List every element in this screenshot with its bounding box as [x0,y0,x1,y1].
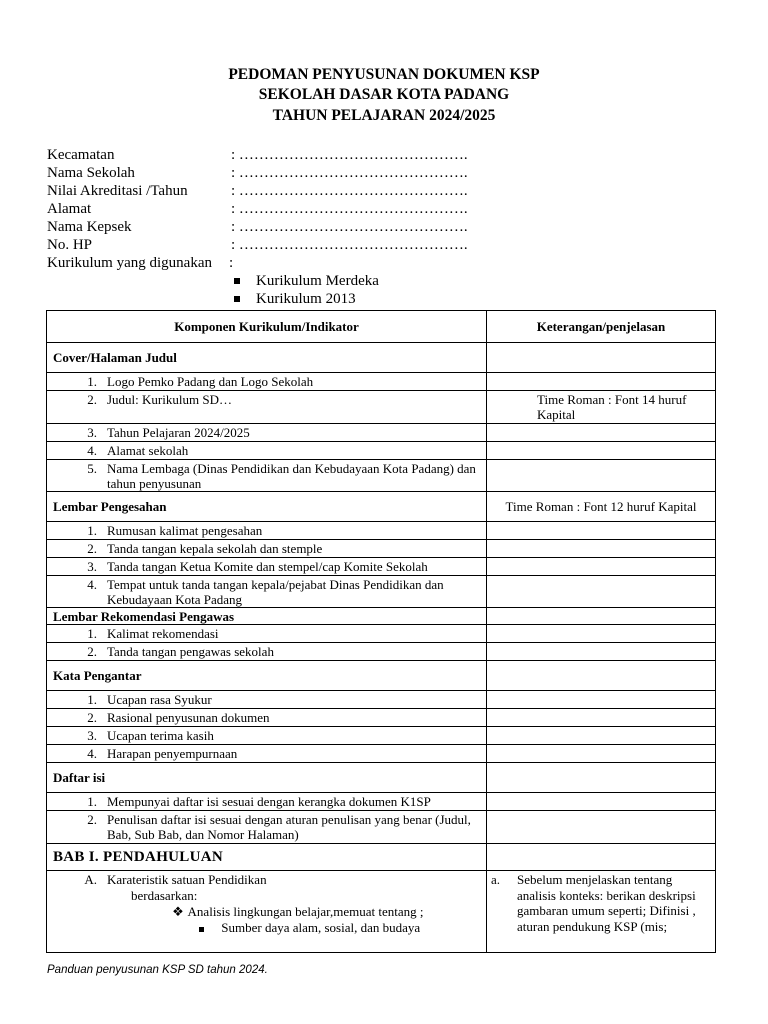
item-number: 1. [87,794,97,809]
section-row-pengesahan [47,492,716,522]
info-label-akreditasi: Nilai Akreditasi /Tahun [47,183,188,199]
note-analisis [487,871,715,934]
col-header-keterangan: Keterangan/penjelasan [487,311,716,343]
item-number: 2. [87,812,97,827]
table-row [47,391,716,424]
item-text-cont: berdasarkan: [131,888,198,903]
item-text: Rumusan kalimat pengesahan [107,523,263,538]
item-number: 2. [87,644,97,659]
item-text: Ucapan rasa Syukur [107,692,212,707]
curriculum-option-2013: Kurikulum 2013 [256,291,356,307]
section-row-bab-1 [47,844,716,871]
table-row [47,522,716,540]
info-label-kecamatan: Kecamatan [47,147,115,163]
item-text: Tanda tangan Ketua Komite dan stempel/cap Komite Sekolah [107,559,428,574]
item-text: Harapan penyempurnaan [107,746,238,761]
table-row [47,793,716,811]
info-value-hp: : ………………………………………. [231,237,468,253]
info-label-kurikulum: Kurikulum yang digunakan [47,255,212,271]
info-value-kurikulum: : [229,255,234,271]
table-row [47,709,716,727]
info-value-kepsek: : ………………………………………. [231,219,468,235]
section-title-cover: Cover/Halaman Judul [47,343,487,373]
info-label-nama-sekolah: Nama Sekolah [47,165,135,181]
table-row [47,442,716,460]
table-row [47,540,716,558]
item-number: 1. [87,626,97,641]
note-font-12: Time Roman : Font 12 huruf Kapital [487,492,716,522]
doc-title-line-3: TAHUN PELAJARAN 2024/2025 [272,107,496,124]
sub-sub-item-text: Sumber daya alam, sosial, dan budaya [221,920,421,935]
table-row [47,460,716,492]
table-header-row [47,311,716,343]
table-row [47,643,716,661]
info-label-hp: No. HP [47,237,93,253]
item-text: Tanda tangan pengawas sekolah [107,644,274,659]
table-row [47,576,716,608]
item-text: Rasional penyusunan dokumen [107,710,270,725]
note-letter: a. [491,872,501,887]
ksp-checklist-table [46,310,716,953]
col-header-komponen: Komponen Kurikulum/Indikator [47,311,487,343]
bullet-icon [234,278,240,284]
item-number: 1. [87,692,97,707]
section-title-rekomendasi: Lembar Rekomendasi Pengawas [47,608,487,625]
section-title-pengantar: Kata Pengantar [47,661,487,691]
table-row [47,625,716,643]
sub-sub-item [47,920,486,936]
bullet-icon [234,296,240,302]
table-row [47,424,716,442]
note-text: Sebelum menjelaskan tentang analisis konteks: berikan deskripsi gambaran umum seperti; Difinisi , aturan pendukung KSP (mis; [517,872,696,934]
item-text: Tanda tangan kepala sekolah dan stemple [107,541,323,556]
item-number: 2. [87,710,97,725]
item-number: 4. [87,746,97,761]
info-label-alamat: Alamat [47,201,92,217]
item-text: Nama Lembaga (Dinas Pendidikan dan Kebudayaan Kota Padang) dan tahun penyusunan [107,461,476,491]
diamond-bullet-icon: ❖ [172,904,184,919]
square-bullet-icon [199,927,204,932]
item-text: Ucapan terima kasih [107,728,214,743]
table-row [47,871,716,953]
info-label-kepsek: Nama Kepsek [47,219,132,235]
item-number: 5. [87,461,97,476]
info-value-akreditasi: : ………………………………………. [231,183,468,199]
table-row [47,373,716,391]
section-row-daftar-isi [47,763,716,793]
table-row [47,558,716,576]
item-text: Penulisan daftar isi sesuai dengan aturan penulisan yang benar (Judul, Bab, Sub Bab, dan Nomor Halaman) [107,812,471,842]
doc-title-line-2: SEKOLAH DASAR KOTA PADANG [258,86,510,103]
doc-title-line-1: PEDOMAN PENYUSUNAN DOKUMEN KSP [228,66,540,83]
item-number: 1. [87,523,97,538]
sub-item [47,904,486,920]
info-value-kecamatan: : ………………………………………. [231,147,468,163]
item-number: 4. [87,577,97,592]
info-value-alamat: : ………………………………………. [231,201,468,217]
item-number: 3. [87,425,97,440]
table-row [47,691,716,709]
section-title-bab-1: BAB I. PENDAHULUAN [47,844,487,871]
item-text: Karateristik satuan Pendidikan [107,872,267,887]
section-title-pengesahan: Lembar Pengesahan [47,492,487,522]
item-text: Logo Pemko Padang dan Logo Sekolah [107,374,314,389]
item-text: Mempunyai daftar isi sesuai dengan kerangka dokumen K1SP [107,794,431,809]
item-number: 3. [87,559,97,574]
item-letter: A. [84,872,97,887]
section-row-pengantar [47,661,716,691]
item-text: Kalimat rekomendasi [107,626,219,641]
item-text: Judul: Kurikulum SD… [107,392,232,407]
info-value-nama-sekolah: : ………………………………………. [231,165,468,181]
table-row [47,727,716,745]
item-number: 4. [87,443,97,458]
item-number: 3. [87,728,97,743]
sub-item-text: Analisis lingkungan belajar,memuat tentang ; [187,904,424,919]
section-row-rekomendasi [47,608,716,625]
item-number: 2. [87,541,97,556]
note-font-14: Time Roman : Font 14 huruf Kapital [537,392,687,422]
item-text: Alamat sekolah [107,443,189,458]
item-number: 2. [87,392,97,407]
section-note-cover [487,343,716,373]
item-number: 1. [87,374,97,389]
section-title-daftar-isi: Daftar isi [47,763,487,793]
page-footer: Panduan penyusunan KSP SD tahun 2024. [47,964,268,976]
item-text: Tahun Pelajaran 2024/2025 [107,425,250,440]
item-text: Tempat untuk tanda tangan kepala/pejabat Dinas Pendidikan dan Kebudayaan Kota Padang [107,577,444,607]
table-row [47,811,716,844]
table-row [47,745,716,763]
section-row-cover [47,343,716,373]
curriculum-option-merdeka: Kurikulum Merdeka [256,273,379,289]
